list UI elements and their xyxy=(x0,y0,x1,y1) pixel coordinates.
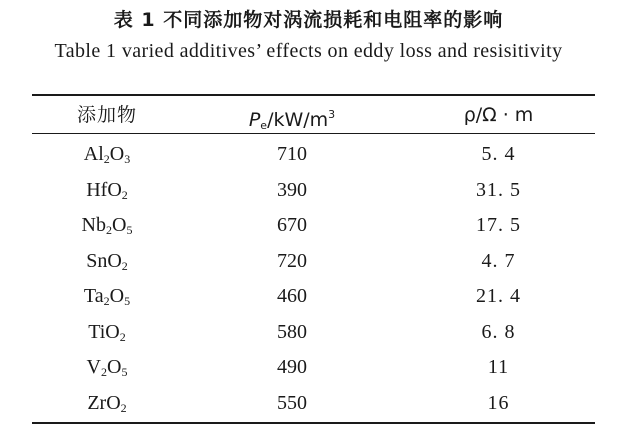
formula-element: Ta xyxy=(83,285,104,307)
formula-subscript: 5 xyxy=(121,365,128,379)
table-header-row xyxy=(32,97,595,133)
header-resistivity: ρ/Ω · m xyxy=(463,104,534,126)
table-row xyxy=(32,386,595,422)
formula-element: Nb xyxy=(81,214,106,236)
cell-eddy-loss: 580 xyxy=(277,320,307,343)
cell-additive xyxy=(32,279,182,315)
header-pe-subscript: e xyxy=(260,119,268,132)
formula-element: O xyxy=(107,356,122,378)
formula-subscript: 2 xyxy=(103,152,110,166)
cell-eddy-loss: 490 xyxy=(277,356,307,378)
cell-resistivity: 21. 4 xyxy=(476,285,521,307)
cell-eddy-loss: 710 xyxy=(277,143,307,165)
cell-additive xyxy=(32,386,182,422)
formula-subscript: 2 xyxy=(120,400,127,415)
cell-eddy-loss: 390 xyxy=(277,178,307,201)
formula-element: TiO xyxy=(88,320,120,343)
cell-additive xyxy=(32,137,182,173)
table-caption-chinese: 表 1 不同添加物对涡流损耗和电阻率的影响 xyxy=(113,9,504,31)
formula-subscript: 5 xyxy=(124,294,131,308)
formula-element: ZrO xyxy=(87,391,121,414)
formula-subscript: 2 xyxy=(121,187,128,202)
formula-element: SnO xyxy=(86,249,122,272)
table-row xyxy=(32,244,595,280)
cell-resistivity: 6. 8 xyxy=(481,320,516,343)
cell-additive xyxy=(32,208,182,244)
cell-eddy-loss: 670 xyxy=(277,214,307,236)
cell-resistivity: 5. 4 xyxy=(481,143,516,165)
formula-subscript: 5 xyxy=(126,223,133,237)
table-row xyxy=(32,350,595,386)
cell-resistivity: 16 xyxy=(487,391,510,414)
cell-additive xyxy=(32,173,182,209)
table-bottom-rule xyxy=(32,422,595,424)
table-top-rule xyxy=(32,94,595,96)
header-pe-symbol: P xyxy=(248,109,261,131)
header-pe-unit-power: 3 xyxy=(328,108,336,121)
cell-resistivity: 31. 5 xyxy=(476,178,521,201)
table-row xyxy=(32,173,595,209)
formula-subscript: 3 xyxy=(124,152,131,166)
formula-subscript: 2 xyxy=(119,329,126,344)
formula-element: O xyxy=(109,143,125,165)
formula-element: O xyxy=(109,285,125,307)
formula-subscript: 2 xyxy=(103,294,110,308)
cell-additive xyxy=(32,350,182,386)
cell-eddy-loss: 460 xyxy=(277,285,307,307)
cell-resistivity: 17. 5 xyxy=(476,214,521,236)
formula-subscript: 2 xyxy=(121,258,128,273)
table-header-rule xyxy=(32,133,595,134)
table-caption-english: Table 1 varied additives’ effects on eddy loss and resisitivity xyxy=(54,40,563,62)
formula-element: O xyxy=(112,214,127,236)
cell-additive xyxy=(32,315,182,351)
table-body xyxy=(32,137,595,421)
table-row xyxy=(32,208,595,244)
formula-element: HfO xyxy=(86,178,122,201)
cell-resistivity: 4. 7 xyxy=(481,249,516,272)
formula-element: V xyxy=(86,356,101,378)
formula-subscript: 2 xyxy=(106,223,112,237)
formula-subscript: 2 xyxy=(101,365,107,379)
header-pe-unit: /kW/m xyxy=(267,109,329,131)
table-row xyxy=(32,315,595,351)
cell-additive xyxy=(32,244,182,280)
cell-eddy-loss: 720 xyxy=(277,249,307,272)
formula-element: Al xyxy=(83,143,104,165)
table-row xyxy=(32,279,595,315)
header-additive: 添加物 xyxy=(76,104,137,126)
cell-eddy-loss: 550 xyxy=(277,391,307,414)
cell-resistivity: 11 xyxy=(487,356,510,378)
table-row xyxy=(32,137,595,173)
